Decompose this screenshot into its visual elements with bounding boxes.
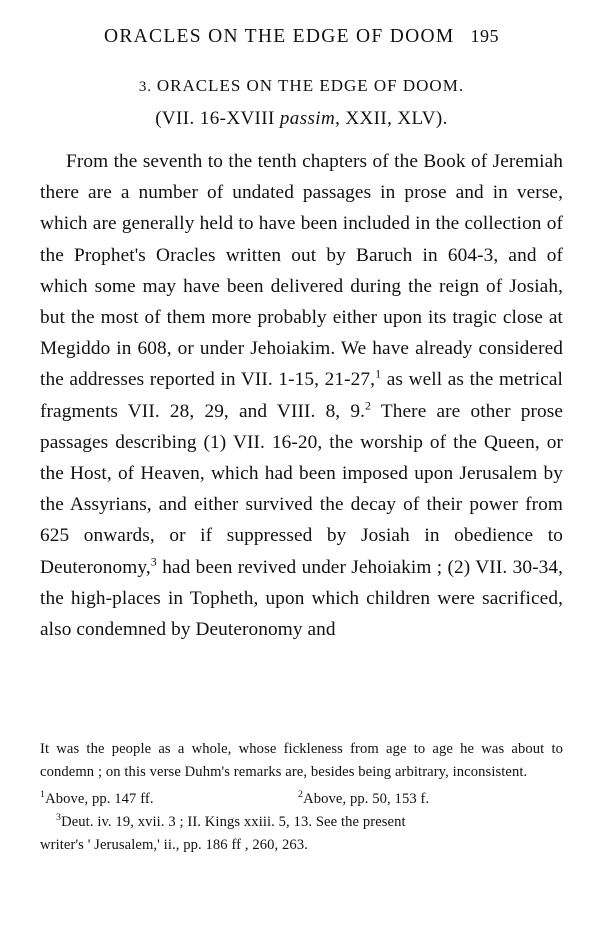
section-title-text: ORACLES ON THE EDGE OF DOOM. xyxy=(156,76,465,95)
body-part-4: had been revived under Jehoiakim ; (2) VII. 30-34, the high-places in Topheth, upon which children were sacrificed, also condemned by Deuteronomy and xyxy=(40,556,563,641)
footnote-3-marker: 3 xyxy=(56,812,62,824)
footnote-3 xyxy=(40,811,563,834)
footnote-marker-1: 1 xyxy=(375,367,382,381)
footnotes-block xyxy=(40,738,563,857)
footnote-marker-3: 3 xyxy=(150,554,157,569)
running-head-title: ORACLES ON THE EDGE OF DOOM xyxy=(103,26,455,47)
body-text xyxy=(40,146,563,645)
footnote-2-marker: 2 xyxy=(298,789,304,801)
page-number: 195 xyxy=(470,26,500,46)
section-title xyxy=(0,76,603,96)
body-part-3: There are other prose passages describing (1) VII. 16-20, the worship of the Queen, or the Host, of Heaven, which had been imposed upon Jerusalem by the Assyrians, and either survived the decay of their power from 625 onwards, or if suppressed by Josiah in obedience to Deuteronomy, xyxy=(40,400,563,578)
footnote-marker-2: 2 xyxy=(365,398,372,413)
footnote-divider xyxy=(40,728,150,729)
footnote-1 xyxy=(40,791,154,807)
footnote-2-text: Above, pp. 50, 153 f. xyxy=(303,791,430,807)
footnote-3-continuation: writer's ' Jerusalem,' ii., pp. 186 ff , 260, 263. xyxy=(40,837,308,853)
footnote-3-text: Deut. iv. 19, xvii. 3 ; II. Kings xxiii. 5, 13. See the present xyxy=(61,814,406,830)
body-paragraph xyxy=(40,146,563,645)
section-number: 3. xyxy=(138,79,152,95)
section-references-passim: passim xyxy=(279,108,336,129)
footnote-continuation: It was the people as a whole, whose fickleness from age to age he was about to condemn ; on this verse Duhm's remarks are, besides being arbitrary, inconsistent. xyxy=(40,741,563,780)
section-references-before: (VII. 16-XVIII xyxy=(155,108,280,129)
section-references-after: , XXII, XLV). xyxy=(335,108,448,129)
running-head xyxy=(0,26,603,48)
section-references xyxy=(0,108,603,130)
footnote-1-text: Above, pp. 147 ff. xyxy=(45,791,154,807)
body-part-1: From the seventh to the tenth chapters of the Book of Jeremiah there are a number of undated passages in prose and in verse, which are generally held to have been included in the collection of the Prophet's Oracles written out by Baruch in 604-3, and of which some may have been delivered during the reign of Josiah, but the most of them more probably either upon its tragic close at Megiddo in 608, or under Jehoiakim. We have already considered the addresses reported in VII. 1-15, 21-27, xyxy=(40,151,563,391)
body-part-2: as well as the metrical fragments VII. 28, 29, and VIII. 8, 9. xyxy=(40,369,563,422)
footnote-1-marker: 1 xyxy=(40,789,46,801)
footnote-row xyxy=(40,788,563,811)
footnote-2 xyxy=(298,788,429,811)
